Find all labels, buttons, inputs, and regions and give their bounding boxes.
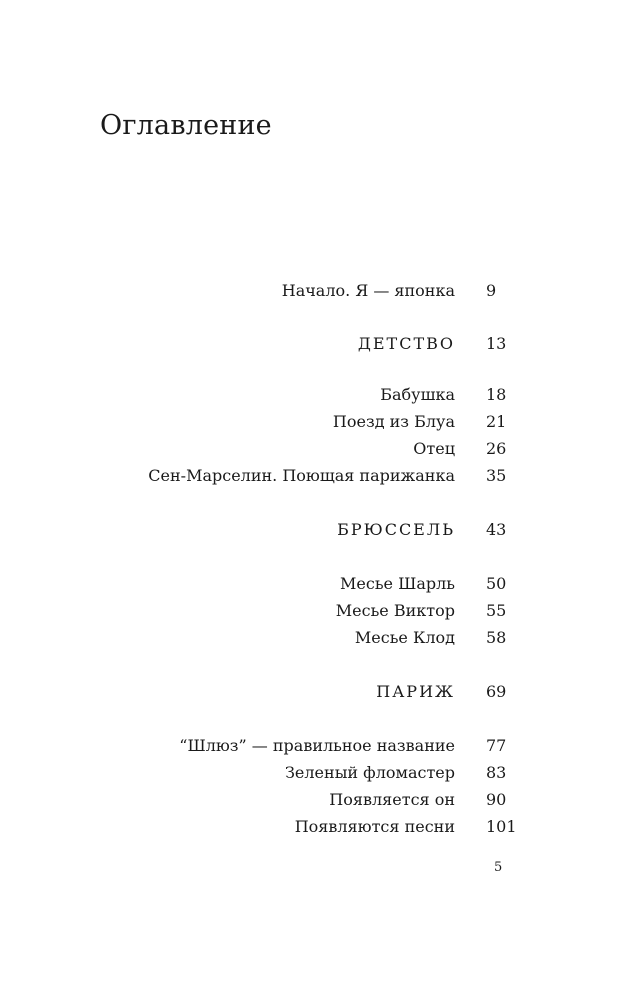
toc-entry-title: Поезд из Блуа (332, 412, 455, 431)
toc-section-title: БРЮССЕЛЬ (337, 520, 455, 539)
toc-section-page: 43 (486, 520, 507, 539)
toc-entry-he-appears (60, 787, 507, 813)
toc-entry-page: 90 (486, 790, 507, 809)
toc-entry-intro (60, 278, 500, 304)
toc-entry-page: 26 (486, 439, 507, 458)
toc-entry-page: 35 (486, 466, 507, 485)
page-title: Оглавление (100, 110, 272, 141)
toc-section-paris (60, 679, 507, 705)
toc-entry-songs-appear (60, 814, 517, 840)
toc-entry-title: Месье Виктор (335, 601, 455, 620)
toc-entry-page: 83 (486, 763, 507, 782)
toc-section-page: 13 (486, 334, 507, 353)
toc-entry-page: 50 (486, 574, 507, 593)
toc-entry-title: Месье Шарль (340, 574, 455, 593)
toc-entry-page: 55 (486, 601, 507, 620)
toc-entry-title: Месье Клод (354, 628, 455, 647)
toc-section-brussels (60, 517, 507, 543)
toc-entry-page: 21 (486, 412, 507, 431)
toc-entry-title: Бабушка (380, 385, 455, 404)
toc-entry-father (60, 436, 507, 462)
toc-entry-page: 9 (486, 281, 497, 300)
toc-entry-victor (60, 598, 507, 624)
page-number: 5 (494, 860, 503, 875)
toc-entry-page: 77 (486, 736, 507, 755)
toc-section-title: ДЕТСТВО (357, 334, 455, 353)
toc-entry-charles (60, 571, 507, 597)
toc-entry-title: Появляются песни (294, 817, 455, 836)
toc-section-title: ПАРИЖ (376, 682, 455, 701)
toc-entry-green-marker (60, 760, 507, 786)
toc-section-childhood (60, 331, 507, 357)
toc-entry-train (60, 409, 507, 435)
toc-entry-claude (60, 625, 507, 651)
toc-entry-title: Отец (413, 439, 455, 458)
toc-entry-grandma (60, 382, 507, 408)
toc-entry-title: Сен-Марселин. Поющая парижанка (148, 466, 455, 485)
toc-entry-page: 18 (486, 385, 507, 404)
toc-entry-page: 101 (486, 817, 517, 836)
toc-entry-title: Начало. Я — японка (281, 281, 455, 300)
toc-section-page: 69 (486, 682, 507, 701)
toc-entry-page: 58 (486, 628, 507, 647)
toc-entry-title: Появляется он (329, 790, 455, 809)
toc-entry-saint-marcelin (60, 463, 507, 489)
toc-entry-title: Зеленый фломастер (284, 763, 455, 782)
toc-entry-title: “Шлюз” — правильное название (179, 736, 455, 755)
toc-entry-ecluse (60, 733, 507, 759)
